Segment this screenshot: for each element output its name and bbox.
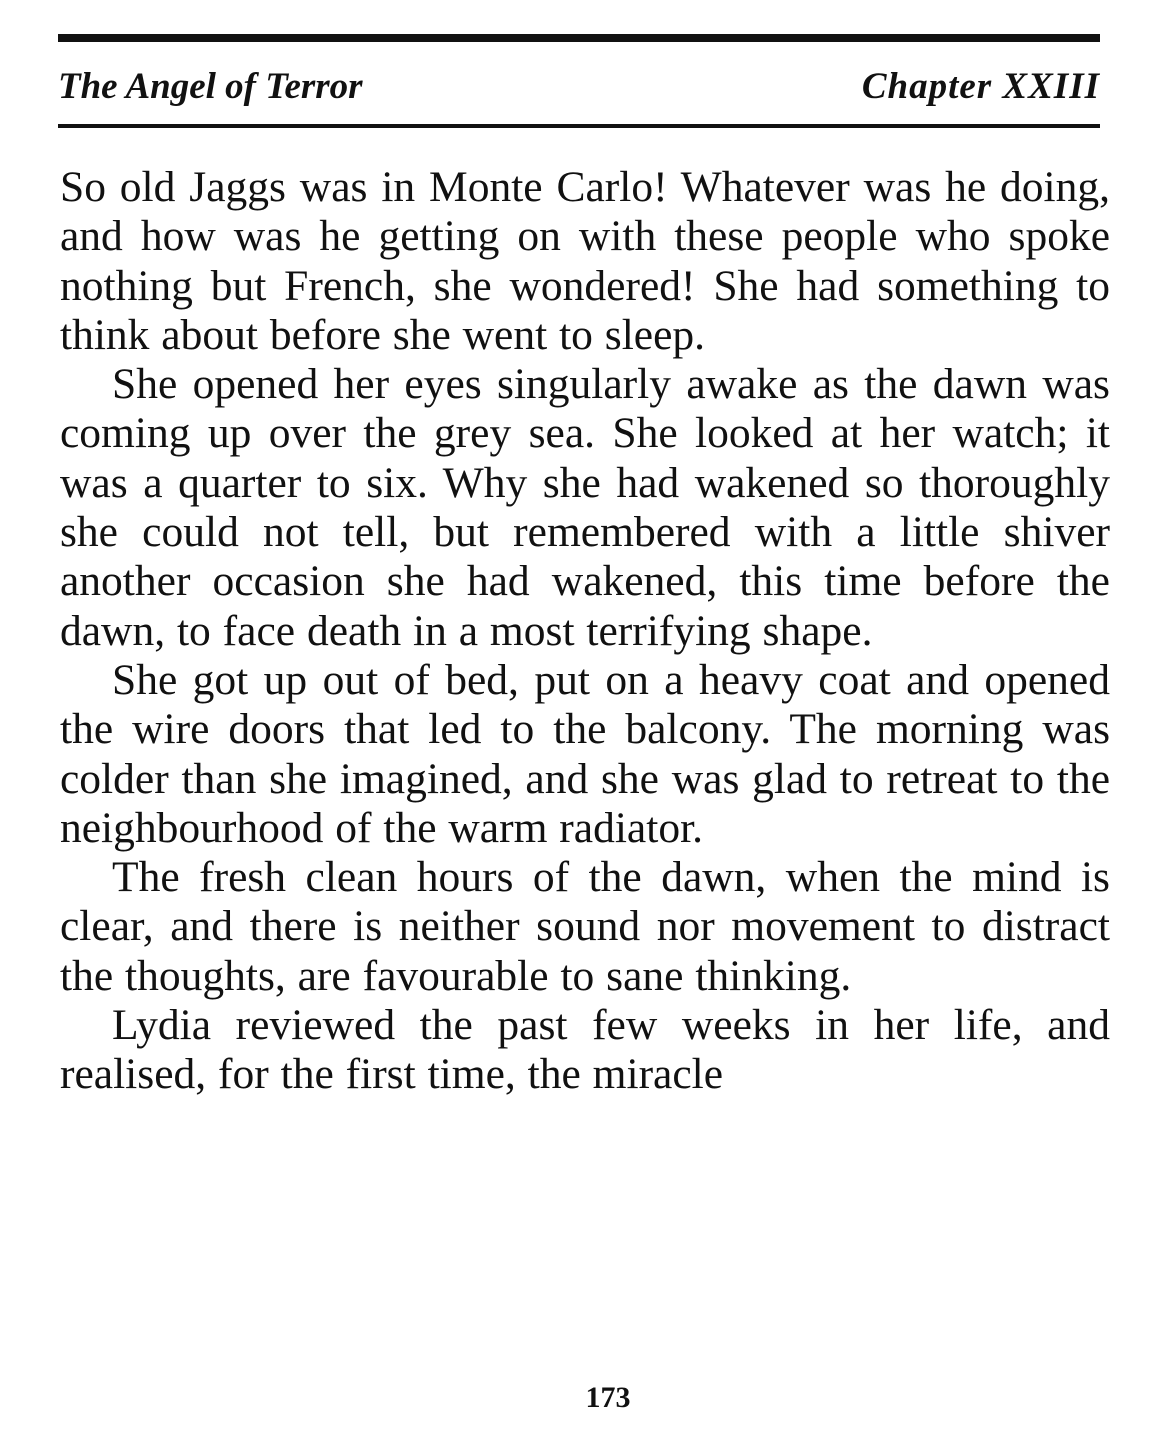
running-head (58, 62, 1100, 112)
paragraph-1: So old Jaggs was in Monte Carlo! Whatever was he doing, and how was he getting on with these people who spoke nothing but French, she wondered! She had something to think about before she went to sleep. (60, 163, 1110, 359)
body-text (60, 163, 1110, 1100)
chapter-label: Chapter XXIII (861, 66, 1100, 107)
page-number: 173 (585, 1381, 631, 1414)
header-bottom-rule (58, 124, 1100, 128)
paragraph-3: She got up out of bed, put on a heavy coat and opened the wire doors that led to the balcony. The morning was colder than she imagined, and she was glad to retreat to the neighbourhood of the warm radiator. (60, 655, 1110, 852)
header-top-rule (58, 34, 1100, 42)
book-page (58, 0, 1122, 1440)
book-title: The Angel of Terror (58, 66, 363, 107)
paragraph-5: Lydia reviewed the past few weeks in her life, and realised, for the first time, the miracle (60, 1001, 1110, 1099)
paragraph-2: She opened her eyes singularly awake as the dawn was coming up over the grey sea. She looked at her watch; it was a quarter to six. Why she had wakened so thoroughly she could not tell, but remembered with a little shiver another occasion she had wakened, this time before the dawn, to face death in a most terrifying shape. (60, 360, 1110, 655)
paragraph-4: The fresh clean hours of the dawn, when the mind is clear, and there is neither sound nor movement to distract the thoughts, are favourable to sane thinking. (60, 853, 1110, 1000)
